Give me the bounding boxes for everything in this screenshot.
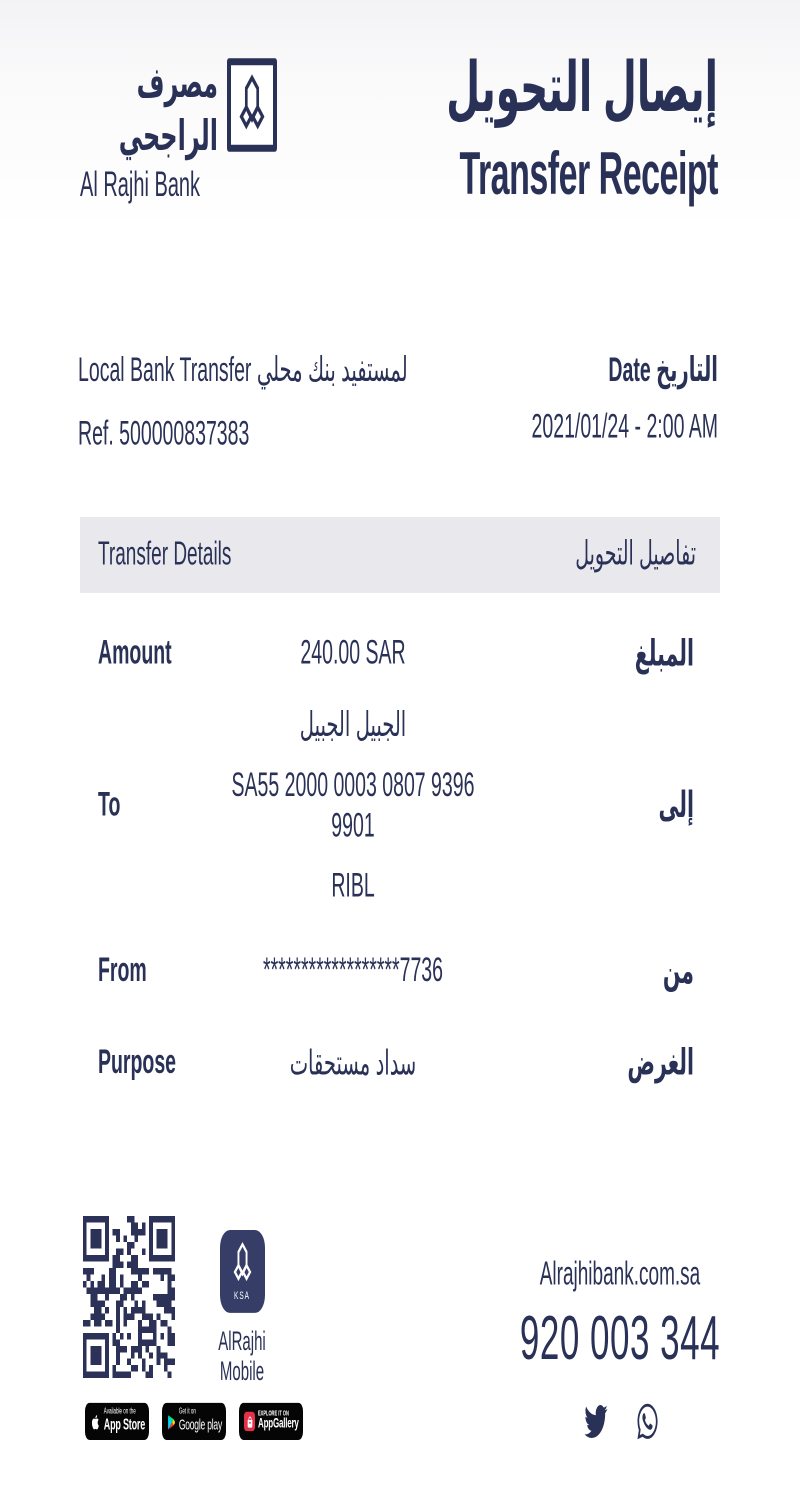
- alrajhi-mobile-app-icon: [220, 1230, 265, 1313]
- bank-logo: [80, 58, 277, 206]
- bank-emblem-icon: [227, 58, 277, 152]
- receipt-meta: [78, 349, 718, 455]
- ksa-label: KSA: [233, 1289, 250, 1302]
- details-header-arabic: تفاصيل التحويل: [575, 536, 696, 574]
- purpose-label-en: Purpose: [98, 1042, 177, 1082]
- purpose-label-ar: الغرض: [627, 1042, 694, 1084]
- amount-label-en: Amount: [98, 633, 172, 673]
- contact-block: [500, 1256, 740, 1442]
- social-icons: [500, 1402, 740, 1443]
- twitter-icon[interactable]: [582, 1402, 610, 1443]
- amount-value: 240.00 SAR: [300, 633, 406, 673]
- details-header-english: Transfer Details: [98, 535, 232, 573]
- to-value: [228, 704, 478, 907]
- alrajhi-mobile-app: [196, 1230, 288, 1387]
- date-label: التاريخ Date: [608, 351, 718, 390]
- appgallery-badge[interactable]: [239, 1403, 303, 1440]
- beneficiary-bank-code: RIBL: [331, 866, 375, 906]
- badge-tagline: Get it on: [178, 1407, 196, 1416]
- reference-number: Ref. 500000837383: [78, 414, 250, 454]
- from-account-masked: ******************7736: [263, 951, 443, 990]
- details-header-bar: [80, 517, 720, 593]
- google-play-badge[interactable]: [162, 1403, 226, 1440]
- to-row: [80, 704, 720, 907]
- bank-name-english: Al Rajhi Bank: [80, 165, 201, 205]
- from-label-en: From: [98, 951, 147, 990]
- transfer-details-section: [80, 517, 720, 1085]
- bank-logo-text: [80, 58, 218, 206]
- meta-left: [78, 349, 408, 455]
- from-row: [80, 949, 720, 993]
- amount-row: [80, 632, 720, 676]
- purpose-value: سداد مستحقات: [289, 1043, 417, 1083]
- app-store-badge[interactable]: [85, 1403, 149, 1440]
- bank-name-arabic: مصرف الراجحي: [118, 59, 218, 161]
- beneficiary-name: الجبيل الجبيل: [299, 705, 407, 745]
- receipt-title-arabic: إيصال التحويل: [446, 51, 718, 128]
- amount-label-ar: المبلغ: [634, 633, 694, 675]
- to-label-ar: إلى: [658, 785, 694, 826]
- badge-tagline: Available on the: [103, 1406, 136, 1416]
- purpose-row: [80, 1041, 720, 1085]
- meta-right: [532, 349, 718, 455]
- app-name-label: AlRajhi Mobile: [218, 1327, 266, 1388]
- palm-emblem-icon: [232, 1240, 253, 1288]
- receipt-title: [446, 46, 718, 210]
- apple-icon: [90, 1410, 101, 1433]
- from-label-ar: من: [662, 951, 694, 992]
- badge-store-name: Google play: [178, 1415, 222, 1434]
- whatsapp-icon[interactable]: [636, 1402, 659, 1443]
- transfer-type: Local Bank Transfer لمستفيد بنك محلي: [78, 351, 408, 390]
- play-triangle-icon: [167, 1411, 176, 1432]
- qr-code: [83, 1216, 175, 1378]
- to-label-en: To: [98, 785, 121, 825]
- badge-tagline: EXPLORE IT ON: [258, 1408, 289, 1417]
- badge-store-name: AppGallery: [258, 1415, 299, 1432]
- badge-store-name: App Store: [103, 1415, 145, 1433]
- date-value: 2021/01/24 - 2:00 AM: [531, 407, 718, 447]
- store-badges: [85, 1403, 303, 1440]
- appgallery-bag-icon: [244, 1412, 255, 1431]
- phone-number[interactable]: 920 003 344: [519, 1304, 721, 1373]
- beneficiary-iban: SA55 2000 0003 0807 9396 9901: [231, 765, 475, 846]
- receipt-title-english: Transfer Receipt: [459, 140, 718, 208]
- website-link[interactable]: Alrajhibank.com.sa: [539, 1256, 701, 1294]
